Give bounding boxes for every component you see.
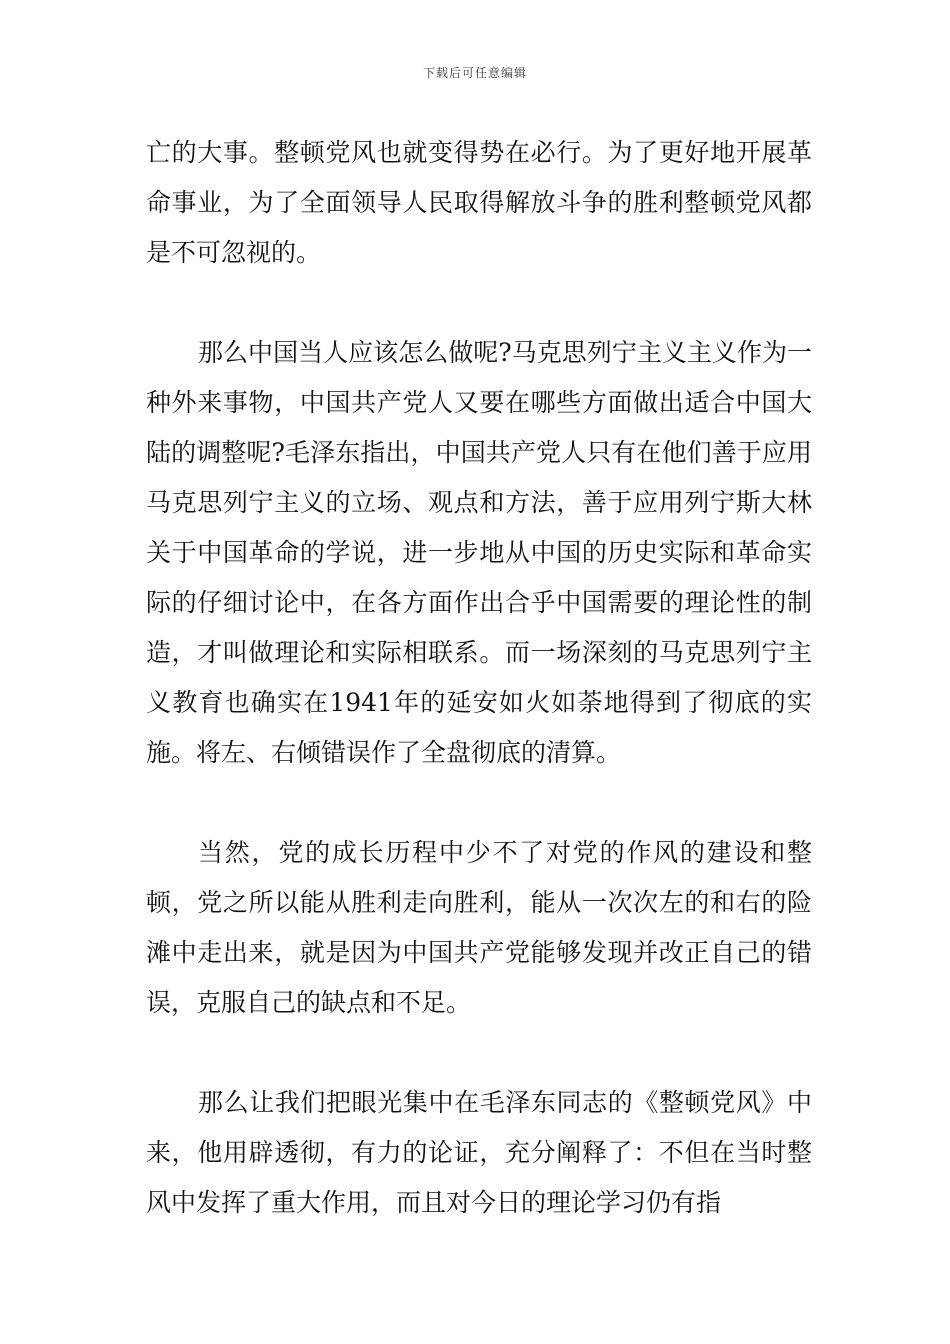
paragraph-continuation: 亡的大事。整顿党风也就变得势在必行。为了更好地开展革命事业，为了全面领导人民取得解放斗争的胜利整顿党风都是不可忽视的。 bbox=[146, 138, 812, 267]
document-body bbox=[146, 128, 812, 1278]
page-header: 下载后可任意编辑 bbox=[422, 66, 527, 80]
paragraph: 那么中国当人应该怎么做呢?马克思列宁主义主义作为一种外来事物，中国共产党人又要在哪些方面做出适合中国大陆的调整呢?毛泽东指出，中国共产党人只有在他们善于应用马克思列宁主义的立场、观点和方法，善于应用列宁斯大林关于中国革命的学说，进一步地从中国的历史实际和革命实际的仔细讨论中，在各方面作出合乎中国需要的理论性的制造，才叫做理论和实际相联系。而一场深刻的马克思列宁主义教育也确实在1941年的延安如火如荼地得到了彻底的实施。将左、右倾错误作了全盘彻底的清算。 bbox=[146, 338, 812, 767]
paragraph: 那么让我们把眼光集中在毛泽东同志的《整顿党风》中来，他用辟透彻，有力的论证，充分阐释了：不但在当时整风中发挥了重大作用，而且对今日的理论学习仍有指 bbox=[146, 1088, 812, 1217]
paragraph: 当然，党的成长历程中少不了对党的作风的建设和整顿，党之所以能从胜利走向胜利，能从一次次左的和右的险滩中走出来，就是因为中国共产党能够发现并改正自己的错误，克服自己的缺点和不足。 bbox=[146, 838, 812, 1017]
